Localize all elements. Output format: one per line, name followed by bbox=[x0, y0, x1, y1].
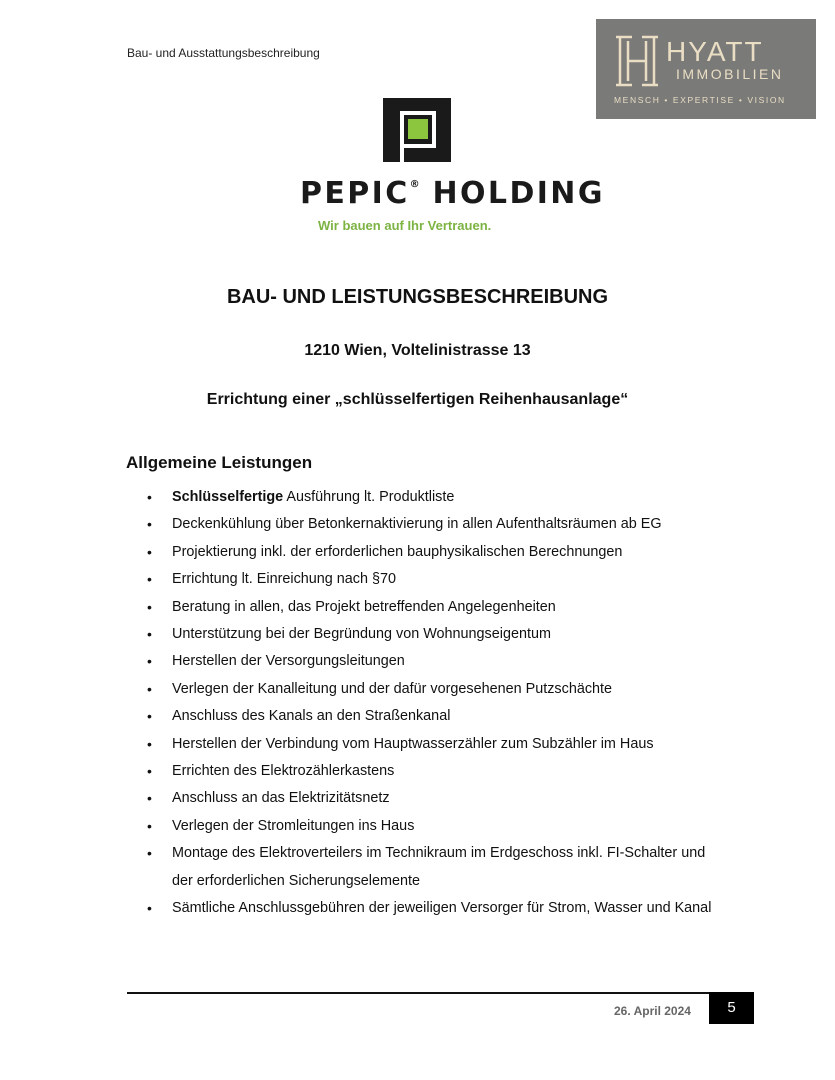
hyatt-name: HYATT bbox=[666, 36, 764, 67]
pepic-logo-stem bbox=[400, 143, 404, 162]
list-item: • Verlegen der Kanalleitung und der dafür vorgesehenen Putzschächte bbox=[147, 676, 717, 703]
list-item: • Herstellen der Versorgungsleitungen bbox=[147, 648, 717, 675]
pepic-slogan: Wir bauen auf Ihr Vertrauen. bbox=[318, 218, 492, 233]
services-list bbox=[147, 484, 717, 923]
pepic-logo-green-square bbox=[408, 119, 428, 139]
list-item: • Herstellen der Verbindung vom Hauptwasserzähler zum Subzähler im Haus bbox=[147, 731, 717, 758]
address: 1210 Wien, Voltelinistrasse 13 bbox=[304, 342, 531, 359]
project-description: Errichtung einer „schlüsselfertigen Reihenhausanlage“ bbox=[206, 391, 629, 408]
hyatt-sub: IMMOBILIEN bbox=[676, 66, 784, 82]
running-header: Bau- und Ausstattungsbeschreibung bbox=[127, 46, 320, 60]
section-heading: Allgemeine Leistungen bbox=[126, 453, 313, 472]
registered-mark: ® bbox=[409, 179, 420, 190]
list-item: • Anschluss an das Elektrizitätsnetz bbox=[147, 785, 717, 812]
list-item-text: Ausführung lt. Produktliste bbox=[283, 489, 455, 505]
list-item: • Beratung in allen, das Projekt betreffenden Angelegenheiten bbox=[147, 594, 717, 621]
list-item bbox=[147, 484, 717, 511]
list-item: • Projektierung inkl. der erforderlichen bauphysikalischen Berechnungen bbox=[147, 539, 717, 566]
pepic-wordmark bbox=[300, 176, 605, 211]
list-item-bold: Schlüsselfertige bbox=[172, 489, 284, 505]
pepic-logo-mark bbox=[383, 98, 451, 162]
footer-rule bbox=[127, 992, 709, 994]
pepic-word: PEPIC bbox=[300, 176, 410, 211]
list-item: • Unterstützung bei der Begründung von Wohnungseigentum bbox=[147, 621, 717, 648]
list-item: • Errichten des Elektrozählerkastens bbox=[147, 758, 717, 785]
hyatt-tagline: MENSCH • EXPERTISE • VISION bbox=[614, 95, 786, 105]
list-item: • Errichtung lt. Einreichung nach §70 bbox=[147, 566, 717, 593]
list-item: • Deckenkühlung über Betonkernaktivierung in allen Aufenthaltsräumen ab EG bbox=[147, 511, 717, 538]
footer-date: 26. April 2024 bbox=[614, 1004, 691, 1018]
list-item: • Verlegen der Stromleitungen ins Haus bbox=[147, 813, 717, 840]
list-item: • Anschluss des Kanals an den Straßenkanal bbox=[147, 703, 717, 730]
document-title: BAU- UND LEISTUNGSBESCHREIBUNG bbox=[226, 286, 609, 308]
holding-word: HOLDING bbox=[432, 176, 605, 211]
list-item: • Montage des Elektroverteilers im Technikraum im Erdgeschoss inkl. FI-Schalter und der erforderlichen Sicherungselemente bbox=[147, 840, 717, 895]
hyatt-immobilien-logo bbox=[596, 19, 816, 119]
list-item: • Sämtliche Anschlussgebühren der jeweiligen Versorger für Strom, Wasser und Kanal bbox=[147, 895, 717, 922]
hyatt-monogram-icon bbox=[614, 33, 660, 89]
page-number: 5 bbox=[709, 992, 754, 1024]
